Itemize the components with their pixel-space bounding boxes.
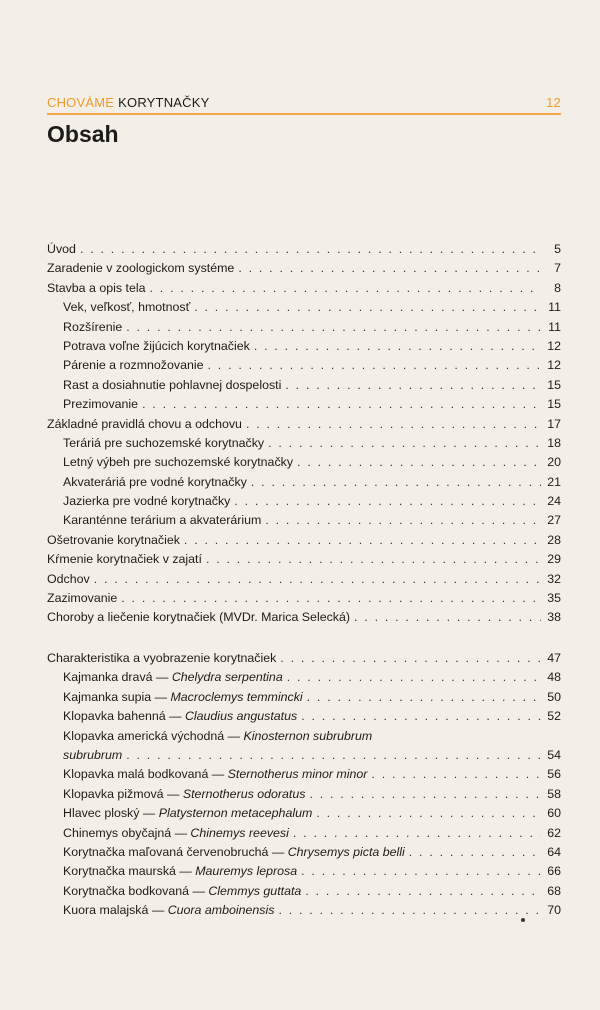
toc-entry[interactable] bbox=[47, 727, 561, 746]
toc-entry-title bbox=[63, 707, 297, 726]
toc-entry-title: Jazierka pre vodné korytnačky bbox=[63, 494, 231, 509]
toc-entry-title: Potrava voľne žijúcich korytnačiek bbox=[63, 338, 250, 353]
toc-entry-title: Karanténne terárium a akvaterárium bbox=[63, 513, 262, 528]
toc-entry-title: Základné pravidlá chovu a odchovu bbox=[47, 416, 242, 431]
dot-leader bbox=[121, 589, 541, 608]
toc-entry-page: 66 bbox=[547, 864, 561, 879]
latin-name: Cuora amboinensis bbox=[167, 903, 275, 918]
toc-entry-page: 24 bbox=[547, 494, 561, 509]
toc-entry-page: 17 bbox=[547, 416, 561, 431]
common-name: Korytnačka maľovaná červenobruchá — bbox=[63, 844, 288, 859]
dot-leader bbox=[301, 707, 541, 726]
toc-entry-page: 64 bbox=[547, 844, 561, 859]
toc-entry[interactable] bbox=[47, 337, 561, 356]
toc-entry-title: Prezimovanie bbox=[63, 397, 139, 412]
toc-entry-title: Kŕmenie korytnačiek v zajatí bbox=[47, 552, 202, 567]
dot-leader bbox=[238, 259, 541, 278]
toc-entry-title bbox=[63, 746, 122, 765]
toc-entry[interactable] bbox=[47, 901, 561, 920]
toc-entry[interactable] bbox=[47, 298, 561, 317]
toc-entry-page: 50 bbox=[547, 689, 561, 704]
latin-name: Macroclemys temmincki bbox=[170, 689, 303, 704]
toc-entry-title: Akvateráriá pre vodné korytnačky bbox=[63, 474, 247, 489]
toc-entry-title bbox=[63, 804, 312, 823]
toc-entry[interactable] bbox=[47, 882, 561, 901]
page-number: 12 bbox=[546, 95, 561, 110]
toc-entry[interactable] bbox=[47, 843, 561, 862]
toc-entry-page: 47 bbox=[547, 651, 561, 665]
common-name: Klopavka bahenná — bbox=[63, 709, 185, 724]
dot-leader bbox=[80, 240, 541, 259]
toc-entry-page: 8 bbox=[554, 280, 561, 295]
toc-entry-page: 52 bbox=[547, 709, 561, 724]
dot-leader bbox=[354, 608, 541, 627]
dot-leader bbox=[305, 882, 541, 901]
latin-name: Mauremys leprosa bbox=[195, 864, 298, 879]
common-name: Kajmanka supia — bbox=[63, 689, 171, 704]
toc-entry[interactable] bbox=[47, 550, 561, 569]
common-name: Korytnačka bodkovaná — bbox=[63, 883, 209, 898]
toc-entry[interactable] bbox=[47, 356, 561, 375]
toc-entry-title bbox=[63, 901, 274, 920]
toc-entry-page: 58 bbox=[547, 786, 561, 801]
common-name: Kajmanka dravá — bbox=[63, 670, 172, 685]
common-name: Charakteristika a vyobrazenie korytnačiek bbox=[47, 651, 277, 665]
dot-leader bbox=[142, 395, 541, 414]
toc-entry-page: 70 bbox=[547, 903, 561, 918]
book-topic: KORYTNAČKY bbox=[118, 95, 210, 110]
dot-leader bbox=[208, 356, 541, 375]
common-name: Klopavka malá bodkovaná — bbox=[63, 767, 228, 782]
latin-name: subrubrum bbox=[63, 747, 123, 762]
dot-leader bbox=[254, 337, 541, 356]
toc-entry[interactable] bbox=[47, 746, 561, 765]
toc-entry-title bbox=[63, 765, 367, 784]
toc-entry[interactable] bbox=[47, 240, 561, 259]
common-name: Hlavec ploský — bbox=[63, 806, 159, 821]
toc-entry[interactable] bbox=[47, 589, 561, 608]
toc-entry-title: Rozšírenie bbox=[63, 319, 123, 334]
toc-entry-title bbox=[63, 727, 372, 746]
toc-entry-page: 20 bbox=[547, 455, 561, 470]
toc-entry-title: Zazimovanie bbox=[47, 591, 118, 606]
toc-entry[interactable] bbox=[47, 608, 561, 627]
latin-name: Kinosternon subrubrum bbox=[243, 728, 373, 743]
toc-entry-page: 15 bbox=[547, 397, 561, 412]
toc-entry-page: 28 bbox=[547, 532, 561, 547]
toc-entry-page: 48 bbox=[547, 670, 561, 685]
toc-entry-title bbox=[47, 649, 276, 668]
dot-leader bbox=[234, 492, 541, 511]
dot-leader bbox=[251, 473, 541, 492]
toc-entry[interactable] bbox=[47, 824, 561, 843]
toc-entry-title bbox=[63, 668, 283, 687]
toc-entry[interactable] bbox=[47, 453, 561, 472]
toc-entry[interactable] bbox=[47, 862, 561, 881]
toc-entry-title: Rast a dosiahnutie pohlavnej dospelosti bbox=[63, 377, 282, 392]
toc-entry[interactable] bbox=[47, 688, 561, 707]
toc-entry[interactable] bbox=[47, 395, 561, 414]
common-name: Kuora malajská — bbox=[63, 903, 168, 918]
toc-entry-page: 27 bbox=[547, 513, 561, 528]
dot-leader bbox=[307, 688, 541, 707]
dot-leader bbox=[184, 531, 541, 550]
page-title: Obsah bbox=[47, 121, 119, 147]
toc-entry-page: 11 bbox=[548, 319, 561, 334]
toc-entry-title: Stavba a opis tela bbox=[47, 280, 146, 295]
dot-leader bbox=[126, 318, 541, 337]
dot-leader bbox=[309, 785, 541, 804]
common-name: Chinemys obyčajná — bbox=[63, 825, 191, 840]
toc-entry-page: 35 bbox=[547, 591, 561, 606]
toc-general bbox=[47, 240, 561, 628]
toc-entry-title: Teráriá pre suchozemské korytnačky bbox=[63, 435, 265, 450]
dot-leader bbox=[409, 843, 541, 862]
toc-entry-page: 12 bbox=[547, 358, 561, 373]
toc-entry-title bbox=[63, 688, 303, 707]
toc-entry[interactable] bbox=[47, 376, 561, 395]
toc-entry-title bbox=[63, 882, 301, 901]
toc-entry-page: 5 bbox=[554, 242, 561, 256]
toc-entry-page: 11 bbox=[548, 300, 561, 315]
common-name: Klopavka americká východná — bbox=[63, 728, 244, 743]
toc-entry-title bbox=[63, 824, 289, 843]
dot-leader bbox=[150, 279, 541, 298]
toc-species bbox=[47, 649, 561, 920]
dot-leader bbox=[285, 376, 541, 395]
dot-leader bbox=[126, 746, 541, 765]
dot-leader bbox=[287, 668, 541, 687]
toc-entry-title: Ošetrovanie korytnačiek bbox=[47, 532, 180, 547]
common-name: Klopavka pižmová — bbox=[63, 786, 183, 801]
toc-entry-title bbox=[63, 862, 297, 881]
toc-entry-page: 38 bbox=[547, 610, 561, 625]
dot-leader bbox=[246, 415, 541, 434]
toc-entry-title: Úvod bbox=[47, 242, 76, 256]
dot-leader bbox=[278, 901, 541, 920]
toc-entry-page: 15 bbox=[547, 377, 561, 392]
dot-leader bbox=[316, 804, 541, 823]
latin-name: Chinemys reevesi bbox=[190, 825, 289, 840]
toc-entry[interactable] bbox=[47, 765, 561, 784]
dot-leader bbox=[293, 824, 541, 843]
common-name: Korytnačka maurská — bbox=[63, 864, 196, 879]
toc-entry-page: 7 bbox=[554, 261, 561, 276]
dot-leader bbox=[268, 434, 541, 453]
toc-entry[interactable] bbox=[47, 473, 561, 492]
dot-leader bbox=[194, 298, 541, 317]
dot-leader bbox=[265, 511, 541, 530]
toc-entry-title: Zaradenie v zoologickom systéme bbox=[47, 261, 235, 276]
latin-name: Clemmys guttata bbox=[208, 883, 302, 898]
toc-entry-title: Vek, veľkosť, hmotnosť bbox=[63, 300, 191, 315]
latin-name: Claudius angustatus bbox=[184, 709, 298, 724]
toc-entry-page: 62 bbox=[547, 825, 561, 840]
latin-name: Chelydra serpentina bbox=[171, 670, 283, 685]
latin-name: Sternotherus odoratus bbox=[182, 786, 306, 801]
toc-entry-title bbox=[63, 785, 305, 804]
toc-entry-page: 56 bbox=[547, 767, 561, 782]
toc-entry[interactable] bbox=[47, 492, 561, 511]
series-name: CHOVÁME bbox=[47, 95, 115, 110]
toc-entry[interactable] bbox=[47, 259, 561, 278]
latin-name: Platysternon metacephalum bbox=[158, 806, 313, 821]
dot-leader bbox=[206, 550, 541, 569]
running-head bbox=[47, 95, 561, 110]
toc-entry[interactable] bbox=[47, 511, 561, 530]
dot-leader bbox=[280, 649, 541, 668]
toc-entry-title: Choroby a liečenie korytnačiek (MVDr. Marica Selecká) bbox=[47, 610, 350, 625]
latin-name: Sternotherus minor minor bbox=[227, 767, 368, 782]
toc-entry[interactable] bbox=[47, 318, 561, 337]
toc-entry-page: 29 bbox=[547, 552, 561, 567]
toc-entry-title: Párenie a rozmnožovanie bbox=[63, 358, 204, 373]
dot-leader bbox=[301, 862, 541, 881]
dot-leader bbox=[297, 453, 541, 472]
toc-entry[interactable] bbox=[47, 785, 561, 804]
toc-entry[interactable] bbox=[47, 415, 561, 434]
toc-entry-page: 54 bbox=[547, 747, 561, 762]
toc-entry[interactable] bbox=[47, 531, 561, 550]
toc-entry[interactable] bbox=[47, 279, 561, 298]
print-mark bbox=[521, 918, 525, 922]
toc-entry-page: 18 bbox=[547, 435, 561, 450]
toc-entry-page: 60 bbox=[547, 806, 561, 821]
latin-name: Chrysemys picta belli bbox=[287, 844, 405, 859]
toc-entry-page: 12 bbox=[547, 338, 561, 353]
toc-entry[interactable] bbox=[47, 707, 561, 726]
toc-entry-title: Odchov bbox=[47, 571, 90, 586]
toc-entry[interactable] bbox=[47, 649, 561, 668]
header-rule bbox=[47, 113, 561, 115]
dot-leader bbox=[371, 765, 541, 784]
toc-entry-title bbox=[63, 843, 405, 862]
toc-entry-title: Letný výbeh pre suchozemské korytnačky bbox=[63, 455, 294, 470]
toc-entry[interactable] bbox=[47, 570, 561, 589]
toc-entry[interactable] bbox=[47, 804, 561, 823]
toc-entry[interactable] bbox=[47, 434, 561, 453]
toc-entry-page: 68 bbox=[547, 883, 561, 898]
dot-leader bbox=[94, 570, 541, 589]
toc-entry-page: 32 bbox=[547, 571, 561, 586]
toc-entry-page: 21 bbox=[547, 474, 561, 489]
toc-entry[interactable] bbox=[47, 668, 561, 687]
